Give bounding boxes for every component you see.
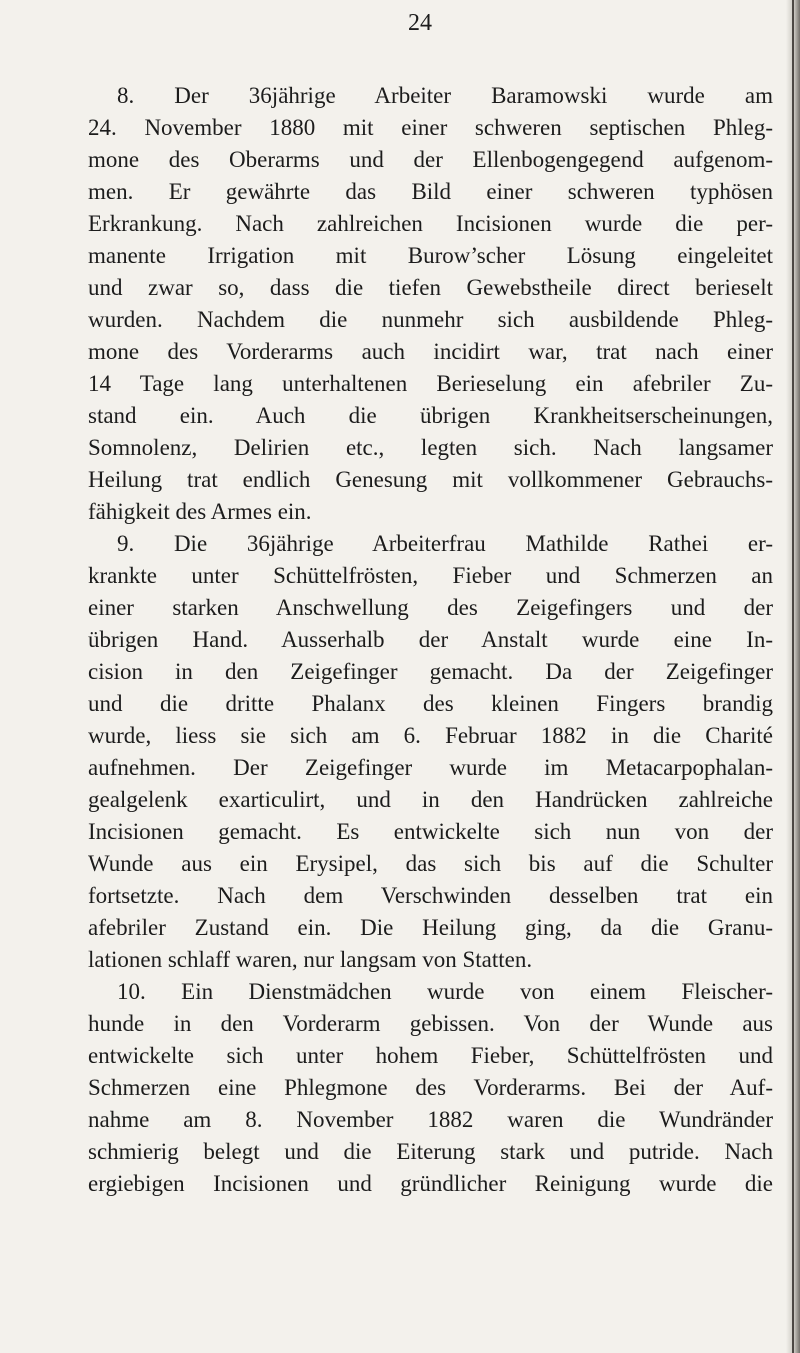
page-edge-line [792,0,794,1353]
body-text [88,80,773,1200]
paragraph-case-9 [88,528,773,976]
text-line: stand ein. Auch die übrigen Krankheitserscheinungen, [88,403,773,428]
text-line: Heilung trat endlich Genesung mit vollkommener Gebrauchs- [88,467,773,492]
text-line: wurden. Nachdem die nunmehr sich ausbildende Phleg- [88,307,773,332]
text-line: und zwar so, dass die tiefen Gewebstheile direct berieselt [88,275,773,300]
text-line: hunde in den Vorderarm gebissen. Von der Wunde aus [88,1011,773,1036]
text-line: aufnehmen. Der Zeigefinger wurde im Metacarpophalan- [88,755,773,780]
text-line: Erkrankung. Nach zahlreichen Incisionen wurde die per- [88,211,773,236]
text-line: Somnolenz, Delirien etc., legten sich. Nach langsamer [88,435,773,460]
text-line: gealgelenk exarticulirt, und in den Handrücken zahlreiche [88,787,773,812]
text-line: 14 Tage lang unterhaltenen Berieselung ein afebriler Zu- [88,371,773,396]
text-line: cision in den Zeigefinger gemacht. Da der Zeigefinger [88,659,773,684]
text-line: mone des Oberarms und der Ellenbogengegend aufgenom- [88,147,773,172]
text-line: nahme am 8. November 1882 waren die Wundränder [88,1107,773,1132]
text-line: Schmerzen eine Phlegmone des Vorderarms. Bei der Auf- [88,1075,773,1100]
text-line: einer starken Anschwellung des Zeigefingers und der [88,595,773,620]
text-line: ergiebigen Incisionen und gründlicher Reinigung wurde die [88,1171,773,1196]
page-number: 24 [408,10,432,36]
text-line: übrigen Hand. Ausserhalb der Anstalt wurde eine In- [88,627,773,652]
text-line: krankte unter Schüttelfrösten, Fieber und Schmerzen an [88,563,773,588]
paragraph-case-8 [88,80,773,528]
text-line: mone des Vorderarms auch incidirt war, trat nach einer [88,339,773,364]
text-line: entwickelte sich unter hohem Fieber, Schüttelfrösten und [88,1043,773,1068]
text-line: men. Er gewährte das Bild einer schweren typhösen [88,179,773,204]
paragraph-case-10 [88,976,773,1200]
text-line: lationen schlaff waren, nur langsam von Statten. [88,947,533,972]
text-line: 10. Ein Dienstmädchen wurde von einem Fleischer- [117,979,773,1004]
text-line: Incisionen gemacht. Es entwickelte sich nun von der [88,819,773,844]
text-line: fähigkeit des Armes ein. [88,499,312,524]
text-line: afebriler Zustand ein. Die Heilung ging, da die Granu- [88,915,773,940]
text-line: schmierig belegt und die Eiterung stark und putride. Nach [88,1139,773,1164]
text-line: 24. November 1880 mit einer schweren septischen Phleg- [88,115,773,140]
text-line: fortsetzte. Nach dem Verschwinden desselben trat ein [88,883,773,908]
text-line: wurde, liess sie sich am 6. Februar 1882 in die Charité [88,723,773,748]
text-line: 9. Die 36jährige Arbeiterfrau Mathilde Rathei er- [117,531,773,556]
text-line: Wunde aus ein Erysipel, das sich bis auf die Schulter [88,851,773,876]
text-line: und die dritte Phalanx des kleinen Fingers brandig [88,691,773,716]
text-line: 8. Der 36jährige Arbeiter Baramowski wurde am [117,83,773,108]
text-line: manente Irrigation mit Burow’scher Lösung eingeleitet [88,243,773,268]
